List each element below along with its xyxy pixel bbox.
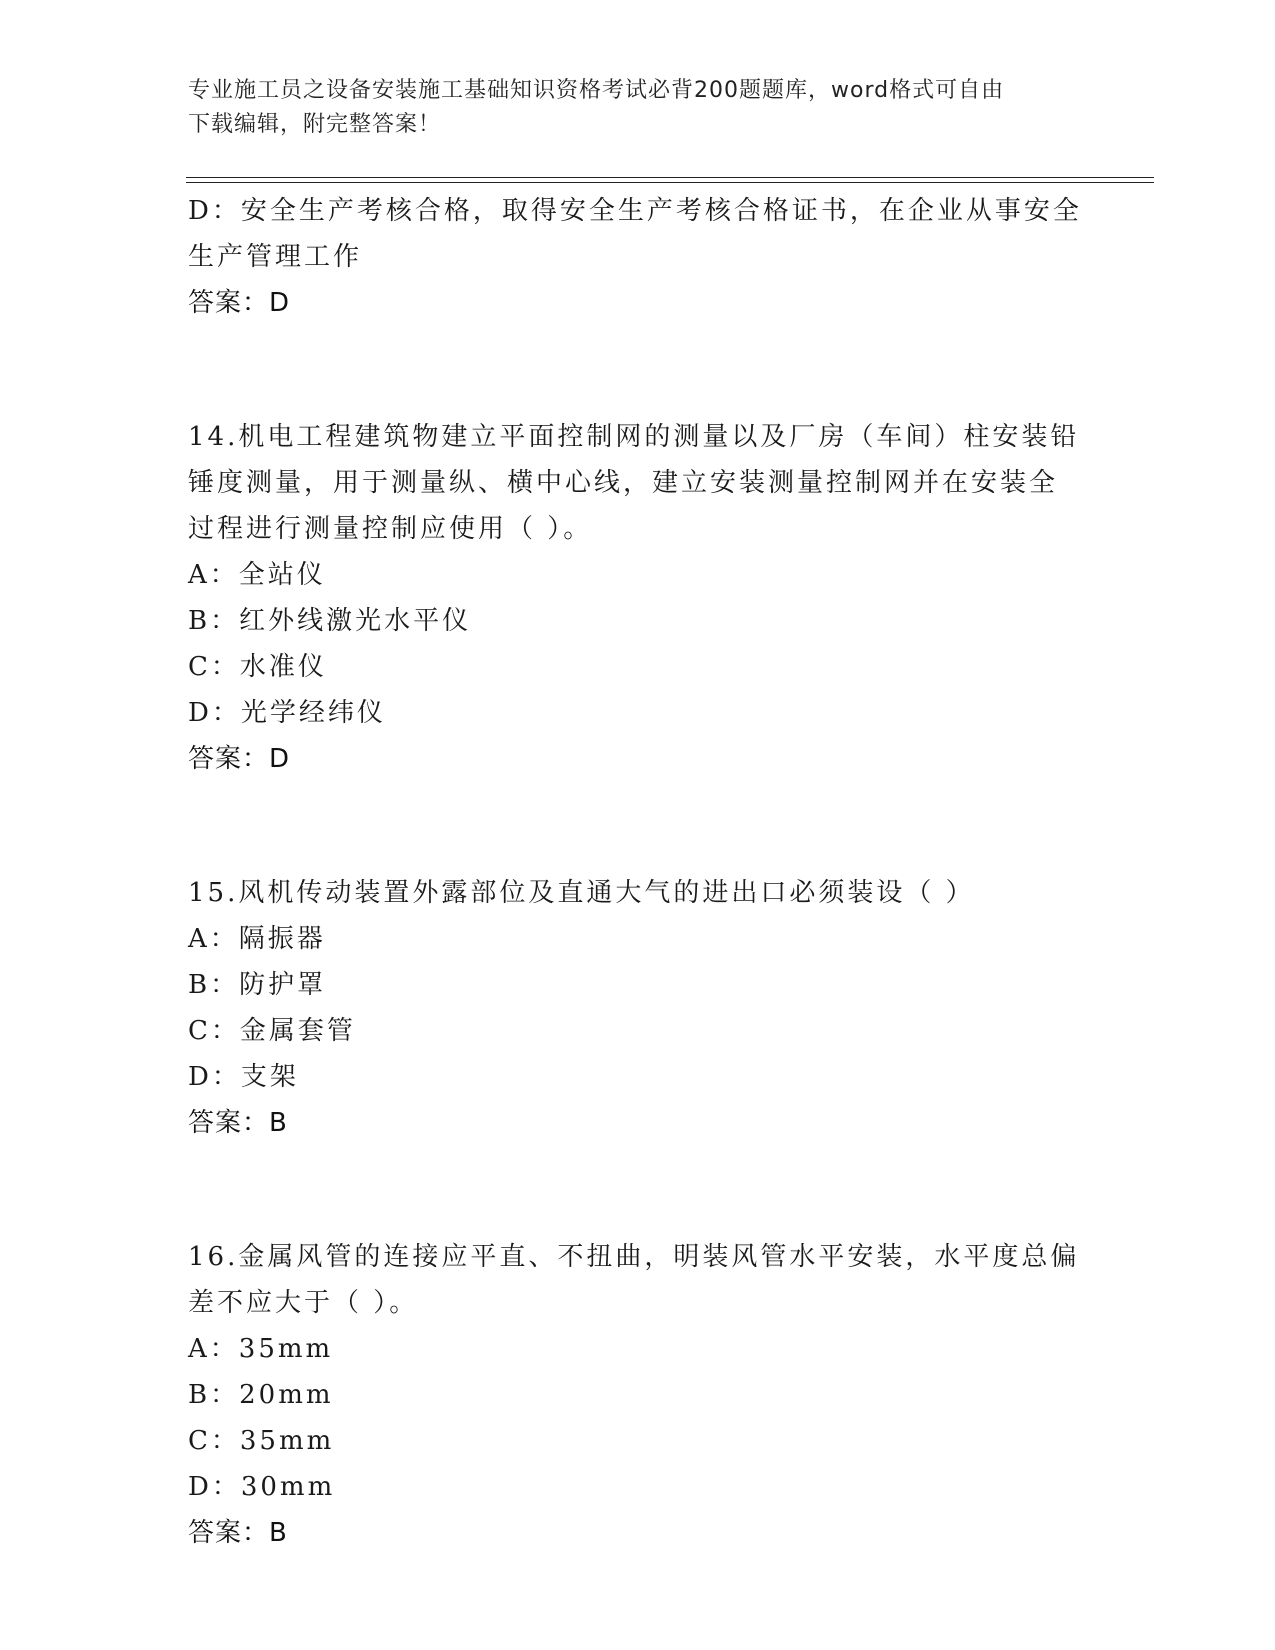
option-d: D：支架 [188,1062,299,1092]
option-line: 生产管理工作 [188,242,363,272]
option-c: C：水准仪 [188,652,327,682]
option-a: A：35mm [188,1334,334,1364]
question-stem-line: 14.机电工程建筑物建立平面控制网的测量以及厂房（车间）柱安装铅 [188,422,1080,452]
question-stem-line: 15.风机传动装置外露部位及直通大气的进出口必须装设（ ） [188,878,975,908]
document-header [188,74,1068,142]
question-16 [188,1234,1088,1556]
spacer [188,782,1088,870]
question-stem-line: 16.金属风管的连接应平直、不扭曲，明装风管水平安装，水平度总偏 [188,1242,1080,1272]
header-title-line-1: 专业施工员之设备安装施工基础知识资格考试必背200题题库，word格式可自由 [188,78,1005,103]
option-b: B：防护罩 [188,970,327,1000]
header-divider-top [186,177,1154,178]
option-line: D：安全生产考核合格，取得安全生产考核合格证书，在企业从事安全 [188,196,1082,226]
question-stem-line: 差不应大于（ ）。 [188,1288,419,1318]
question-stem-line: 过程进行测量控制应使用（ ）。 [188,514,593,544]
spacer [188,326,1088,414]
question-15 [188,870,1088,1146]
question-stem-line: 锤度测量，用于测量纵、横中心线，建立安装测量控制网并在安装全 [188,468,1059,498]
option-b: B：红外线激光水平仪 [188,606,472,636]
answer-line: 答案：B [188,1108,288,1138]
option-b: B：20mm [188,1380,334,1410]
option-a: A：全站仪 [188,560,326,590]
answer-line: 答案：D [188,288,291,318]
document-body [188,188,1088,1556]
answer-line: 答案：D [188,744,291,774]
spacer [188,1146,1088,1234]
header-title-line-2: 下载编辑，附完整答案！ [188,112,442,137]
option-c: C：金属套管 [188,1016,356,1046]
question-14 [188,414,1088,782]
option-a: A：隔振器 [188,924,326,954]
previous-question-continuation [188,188,1088,326]
header-divider-bottom [186,182,1154,183]
option-d: D：30mm [188,1472,336,1502]
answer-line: 答案：B [188,1518,288,1548]
option-d: D：光学经纬仪 [188,698,386,728]
option-c: C：35mm [188,1426,335,1456]
